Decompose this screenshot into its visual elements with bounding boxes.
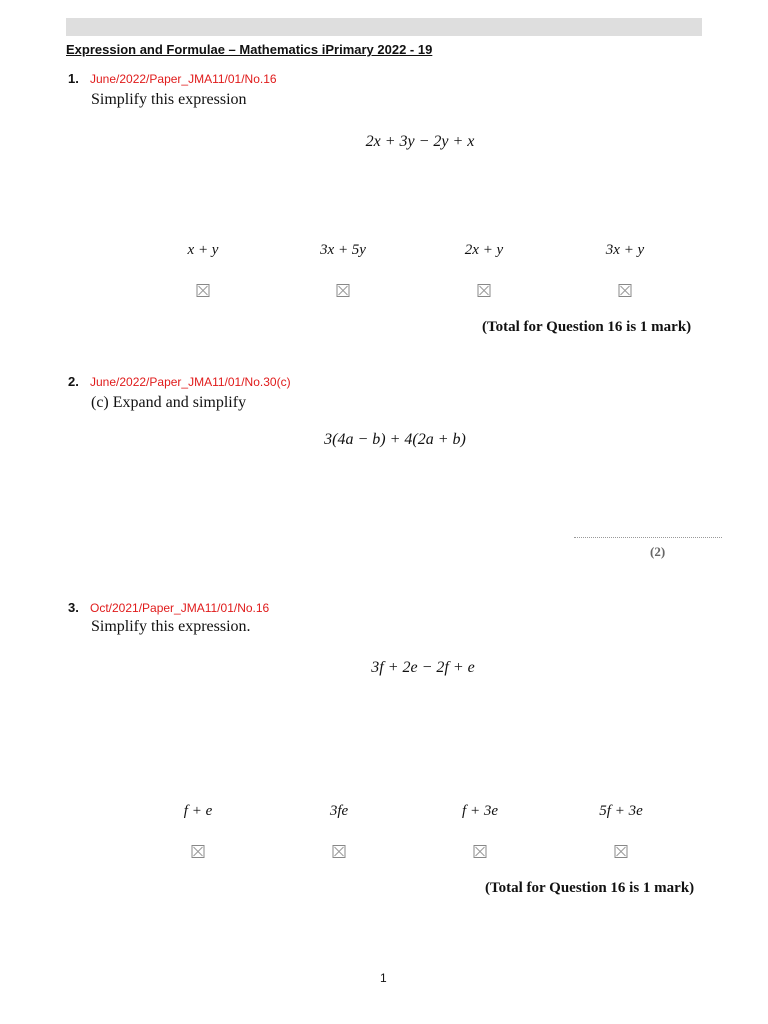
- cross-box-icon: [198, 285, 209, 296]
- question-reference: June/2022/Paper_JMA11/01/No.30(c): [90, 375, 291, 389]
- question-prompt: Simplify this expression.: [91, 618, 251, 635]
- document-title: Expression and Formulae – Mathematics iPrimary 2022 - 19: [66, 42, 433, 57]
- answer-checkbox[interactable]: [474, 845, 487, 858]
- question-reference: June/2022/Paper_JMA11/01/No.16: [90, 72, 277, 86]
- option-label: 2x + y: [464, 242, 504, 258]
- answer-checkbox[interactable]: [192, 845, 205, 858]
- question-total: (Total for Question 16 is 1 mark): [482, 319, 692, 335]
- question-number: 1.: [68, 71, 79, 86]
- answer-checkbox[interactable]: [615, 845, 628, 858]
- question-total: (Total for Question 16 is 1 mark): [485, 880, 695, 896]
- answer-checkbox[interactable]: [478, 284, 491, 297]
- cross-box-icon: [620, 285, 631, 296]
- option-label: 3x + y: [605, 242, 645, 258]
- question-reference: Oct/2021/Paper_JMA11/01/No.16: [90, 601, 270, 615]
- option-label: 3fe: [329, 803, 349, 819]
- question-expression: 2x + 3y − 2y + x: [365, 133, 475, 150]
- question-prompt: (c) Expand and simplify: [91, 394, 247, 411]
- header-bar: [66, 18, 702, 36]
- answer-checkbox[interactable]: [619, 284, 632, 297]
- cross-box-icon: [338, 285, 349, 296]
- question-number: 3.: [68, 600, 79, 615]
- cross-box-icon: [479, 285, 490, 296]
- cross-box-icon: [475, 846, 486, 857]
- question-expression: 3f + 2e − 2f + e: [371, 659, 475, 676]
- cross-box-icon: [334, 846, 345, 857]
- question-number: 2.: [68, 374, 79, 389]
- answer-checkbox[interactable]: [333, 845, 346, 858]
- option-label: 3x + 5y: [320, 242, 366, 258]
- question-marks: (2): [650, 544, 666, 559]
- option-label: 5f + 3e: [599, 803, 643, 819]
- answer-checkbox[interactable]: [197, 284, 210, 297]
- question-prompt: Simplify this expression: [91, 91, 247, 108]
- cross-box-icon: [193, 846, 204, 857]
- cross-box-icon: [616, 846, 627, 857]
- option-label: f + 3e: [462, 803, 498, 819]
- page-number: 1: [380, 971, 387, 985]
- option-label: x + y: [187, 242, 219, 258]
- option-label: f + e: [183, 803, 213, 819]
- answer-line[interactable]: [574, 537, 722, 538]
- question-expression: 3(4a − b) + 4(2a + b): [324, 431, 466, 448]
- answer-checkbox[interactable]: [337, 284, 350, 297]
